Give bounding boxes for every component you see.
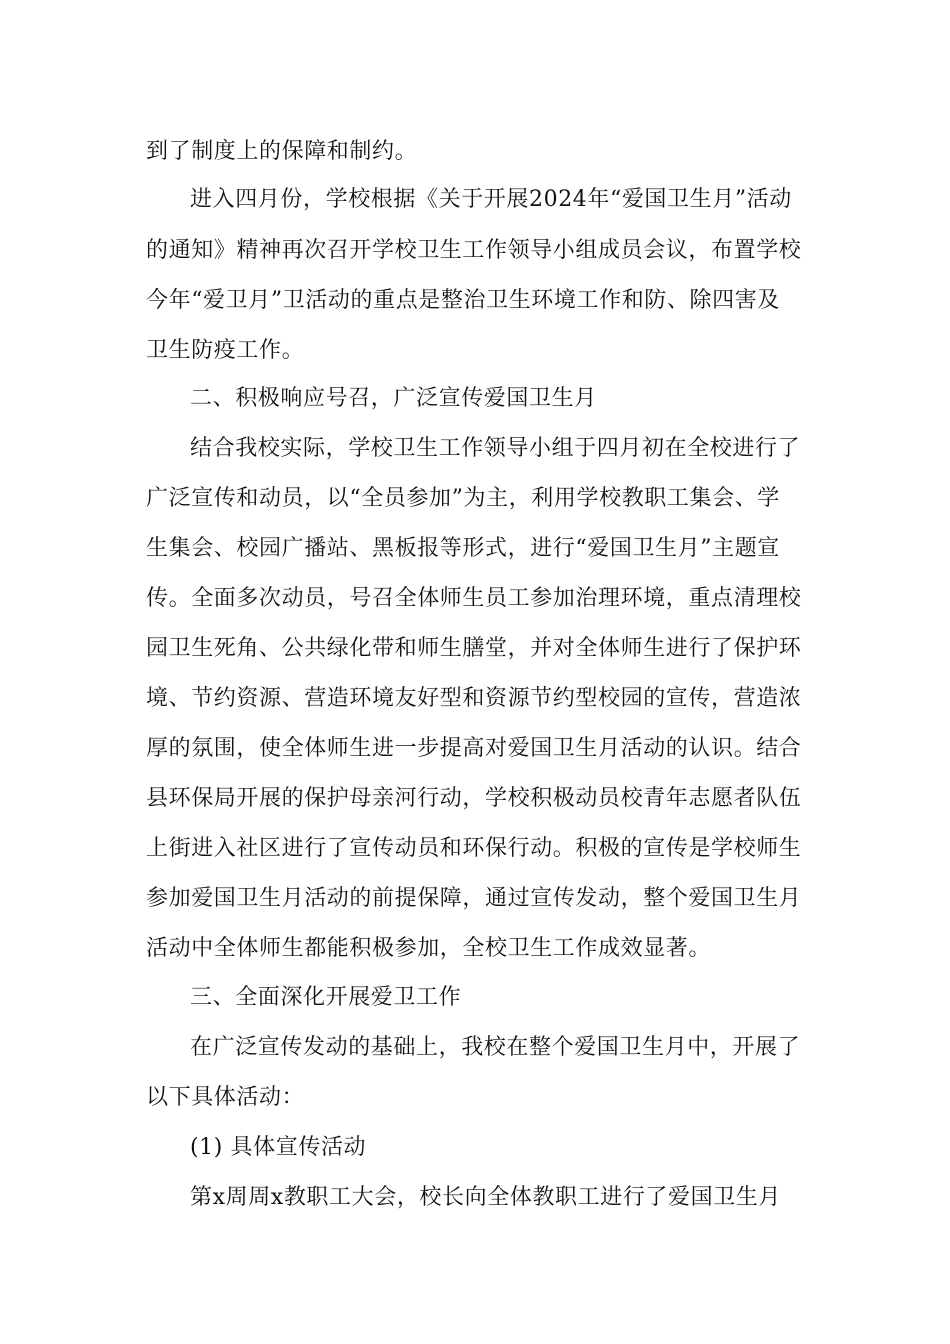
text-line-3: 的通知》精神再次召开学校卫生工作领导小组成员会议，布置学校 [146,238,802,263]
text-line-7: 结合我校实际，学校卫生工作领导小组于四月初在全校进行了 [190,436,801,461]
text-line-10: 传。全面多次动员，号召全体师生员工参加治理环境，重点清理校 [146,586,802,611]
text-line-22: 第x周周x教职工大会，校长向全体教职工进行了爱国卫生月 [190,1185,782,1210]
text-line-4: 今年“爱卫月”卫活动的重点是整治卫生环境工作和防、除四害及 [146,288,780,313]
section-heading-2: 二、积极响应号召，广泛宣传爱国卫生月 [190,386,597,411]
text-line-14: 县环保局开展的保护母亲河行动，学校积极动员校青年志愿者队伍 [146,786,802,811]
text-line-1: 到了制度上的保障和制约。 [146,139,418,164]
text-line-12: 境、节约资源、营造环境友好型和资源节约型校园的宣传，营造浓 [146,686,802,711]
text-line-5: 卫生防疫工作。 [146,338,305,363]
text-line-13: 厚的氛围，使全体师生进一步提高对爱国卫生月活动的认识。结合 [146,736,802,761]
section-heading-3: 三、全面深化开展爱卫工作 [190,985,462,1010]
text-line-11: 园卫生死角、公共绿化带和师生膳堂，并对全体师生进行了保护环 [146,636,802,661]
text-line-15: 上街进入社区进行了宣传动员和环保行动。积极的宣传是学校师生 [146,836,802,861]
text-line-17: 活动中全体师生都能积极参加，全校卫生工作成效显著。 [146,936,712,961]
text-line-16: 参加爱国卫生月活动的前提保障，通过宣传发动，整个爱国卫生月 [146,886,802,911]
subsection-heading-1: (1) 具体宣传活动 [190,1135,367,1160]
text-line-20: 以下具体活动： [146,1085,305,1110]
text-line-19: 在广泛宣传发动的基础上，我校在整个爱国卫生月中，开展了 [190,1035,801,1060]
text-line-2: 进入四月份，学校根据《关于开展2024年“爱国卫生月”活动 [190,187,792,212]
text-line-8: 广泛宣传和动员，以“全员参加”为主，利用学校教职工集会、学 [146,486,780,511]
text-line-9: 生集会、校园广播站、黑板报等形式，进行“爱国卫生月”主题宣 [146,536,780,561]
